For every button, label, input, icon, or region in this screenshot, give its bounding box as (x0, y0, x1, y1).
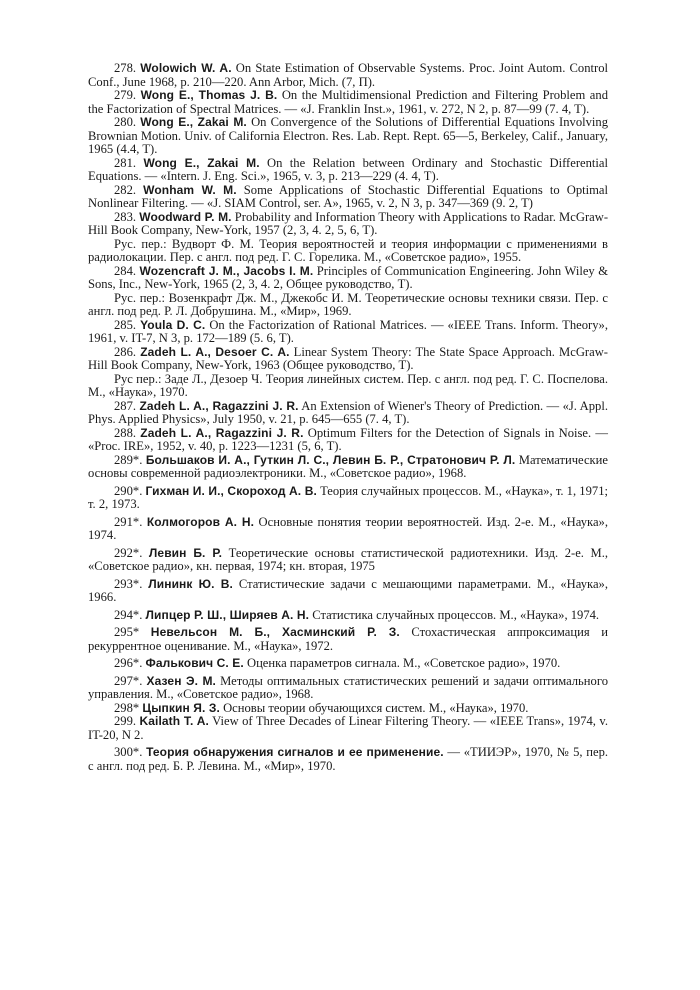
entry-author: Zadeh L. A., Desoer C. A. (140, 344, 290, 359)
entry-text: Probability and Information Theory with Applications to Radar. McGraw-Hill Book Company, New-York, 1957 (2, 3, 4. 2, 5, 6, T). (88, 209, 609, 237)
entry-number: 289*. (114, 452, 143, 467)
entry-number: 293*. (114, 576, 143, 591)
entry-text: Стохастическая аппроксимация и рекуррентное оценивание. М., «Наука», 1972. (88, 625, 608, 653)
entry-text: On the Factorization of Rational Matrices. — «IEEE Trans. Inform. Theory», 1961, v. IT-7, N 3, p. 172—189 (5. 6, T). (88, 317, 608, 345)
entry-author: Левин Б. Р. (148, 545, 223, 560)
entry-text: Some Applications of Stochastic Differential Equations to Optimal Nonlinear Filtering. — «J. SIAM Control, ser. A», 1965, v. 2, N 3, p. 347—369 (9. 2, T) (88, 182, 609, 210)
bib-entry-300 (88, 746, 608, 773)
entry-author: Wonham W. M. (143, 182, 237, 197)
entry-number: 296*. (114, 656, 143, 670)
entry-author: Wong E., Zakai M. (143, 155, 260, 170)
entry-text: Теоретические основы статистической радиотехники. Изд. 2-е. М., «Советское радио», кн. первая, 1974; кн. вторая, 1975 (88, 545, 608, 573)
bib-entry-284 (88, 265, 608, 292)
bib-entry-282 (88, 184, 608, 211)
entry-text: Основные понятия теории вероятностей. Изд. 2-е. М., «Наука», 1974. (88, 514, 608, 542)
bib-entry-293 (88, 578, 608, 605)
entry-author: Гихман И. И., Скороход А. В. (145, 483, 317, 498)
entry-text: On the Relation between Ordinary and Stochastic Differential Equations. — «Intern. J. Eng. Sci.», 1965, v. 3, p. 213—229 (4. 4, T). (88, 155, 608, 183)
entry-text: View of Three Decades of Linear Filtering Theory. — «IEEE Trans», 1974, v. IT-20, N 2. (88, 714, 608, 742)
entry-number: 290*. (114, 483, 143, 498)
entry-author: Wolowich W. A. (140, 61, 232, 75)
entry-text: — «ТИИЭР», 1970, № 5, пер. с англ. под ред. Б. Р. Левина. М., «Мир», 1970. (88, 745, 609, 773)
bib-entry-285 (88, 319, 608, 346)
entry-number: 284. (114, 263, 137, 278)
entry-number: 298* (114, 700, 140, 715)
entry-text: Статистические задачи с мешающими параметрами. М., «Наука», 1966. (88, 576, 608, 604)
bib-entry-290 (88, 485, 608, 512)
russian-translation-note: Рус пер.: Заде Л., Дезоер Ч. Теория линейных систем. Пер. с англ. под ред. Г. С. Поспелова. М., «Наука», 1970. (88, 371, 608, 399)
entry-author: Теория обнаружения сигналов и ее применение. (146, 745, 444, 759)
bib-entry-278 (88, 62, 608, 89)
bib-entry-287 (88, 400, 608, 427)
entry-text: Математические основы современной радиоэлектроники. М., «Советское радио», 1968. (88, 452, 608, 480)
bib-entry-299 (88, 715, 608, 742)
bib-entry-280 (88, 116, 608, 157)
entry-number: 292*. (114, 545, 143, 560)
entry-number: 281. (114, 155, 137, 170)
russian-translation-note: Рус. пер.: Вудворт Ф. М. Теория вероятностей и теория информации с применениями в радиолокации. Пер. с англ. под ред. Г. С. Горелика. М., «Советское радио», 1955. (88, 236, 608, 264)
entry-number: 280. (114, 115, 137, 129)
entry-author: Kailath T. A. (139, 714, 209, 728)
bib-entry-291 (88, 516, 608, 543)
entry-author: Липцер Р. Ш., Ширяев А. Н. (145, 607, 310, 622)
bib-entry-283 (88, 211, 608, 238)
entry-number: 297*. (114, 673, 143, 688)
entry-text: On Convergence of the Solutions of Differential Equations Involving Brownian Motion. Univ. of California Electron. Res. Lab. Rept. Rept. 65—5, Berkeley, Calif., January, 1965 (4.4, T). (88, 115, 608, 156)
entry-number: 294*. (114, 607, 143, 622)
bib-entry-281 (88, 157, 608, 184)
entry-author: Хазен Э. М. (146, 673, 216, 688)
bib-entry-297 (88, 675, 608, 702)
entry-text: On State Estimation of Observable Systems. Proc. Joint Autom. Control Conf., June 1968, p. 210—220. Ann Arbor, Mich. (7, П). (88, 61, 608, 89)
bib-entry-288 (88, 427, 608, 454)
bib-entry-292 (88, 547, 608, 574)
entry-author: Цыпкин Я. З. (142, 700, 220, 715)
entry-number: 286. (114, 344, 137, 359)
entry-number: 278. (114, 61, 137, 75)
bib-entry-289 (88, 454, 608, 481)
entry-author: Фалькович С. Е. (145, 656, 244, 670)
bib-entry-296 (88, 657, 608, 671)
entry-text: Optimum Filters for the Detection of Signals in Noise. — «Proc. IRE», 1952, v. 40, p. 1223—1231 (5, 6, T). (88, 425, 608, 453)
entry-text: Principles of Communication Engineering. John Wiley & Sons, Inc., New-York, 1965 (2, 3, 4. 2, Общее руководство, T). (88, 263, 608, 291)
entry-author: Колмогоров А. Н. (146, 514, 255, 529)
russian-translation-note: Рус. пер.: Возенкрафт Дж. М., Джекобс И. М. Теоретические основы техники связи. Пер. с англ. под ред. Р. Л. Добрушина. М., «Мир», 1969. (88, 290, 608, 318)
entry-text: Основы теории обучающихся систем. М., «Наука», 1970. (219, 700, 529, 715)
bib-entry-295 (88, 626, 608, 653)
entry-text: An Extension of Wiener's Theory of Prediction. — «J. Appl. Phys. Applied Physics», July 1950, v. 21, p. 645—655 (7. 4, T). (88, 398, 608, 426)
entry-number: 285. (114, 317, 137, 332)
entry-author: Youla D. C. (140, 317, 206, 332)
entry-number: 300*. (114, 745, 143, 759)
entry-author: Zadeh L. A., Ragazzini J. R. (139, 398, 299, 413)
entry-number: 282. (114, 182, 137, 197)
entry-number: 291*. (114, 514, 143, 529)
entry-number: 283. (114, 209, 137, 224)
entry-text: Методы оптимальных статистических решений и задачи оптимального управления. М., «Советское радио», 1968. (88, 673, 608, 701)
entry-author: Невельсон М. Б., Хасминский Р. З. (150, 625, 400, 639)
entry-text: Теория случайных процессов. М., «Наука», т. 1, 1971; т. 2, 1973. (88, 483, 608, 511)
entry-author: Лининк Ю. В. (148, 576, 233, 591)
entry-number: 299. (114, 714, 137, 728)
entry-text: On the Multidimensional Prediction and Filtering Problem and the Factorization of Spectral Matrices. — «J. Franklin Inst.», 1961, v. 272, N 2, p. 87—99 (7. 4, T). (88, 88, 608, 116)
entry-author: Woodward P. M. (139, 209, 232, 224)
bib-entry-298 (88, 702, 608, 716)
entry-text: Статистика случайных процессов. М., «Наука», 1974. (309, 607, 600, 622)
entry-author: Wozencraft J. M., Jacobs I. M. (139, 263, 314, 278)
bib-entry-294 (88, 609, 608, 623)
entry-text: Linear System Theory: The State Space Approach. McGraw-Hill Book Company, New-York, 1963 (Общее руководство, T). (88, 344, 608, 372)
bib-entry-279 (88, 89, 608, 116)
entry-number: 287. (114, 398, 137, 413)
entry-author: Zadeh L. A., Ragazzini J. R. (140, 425, 304, 440)
entry-number: 288. (114, 425, 137, 440)
entry-number: 279. (114, 88, 137, 102)
entry-author: Большаков И. А., Гуткин Л. С., Левин Б. Р., Стратонович Р. Л. (145, 452, 516, 467)
entry-text: Оценка параметров сигнала. М., «Советское радио», 1970. (243, 656, 561, 670)
bib-entry-286 (88, 346, 608, 373)
entry-number: 295* (114, 625, 140, 639)
entry-author: Wong E., Thomas J. B. (140, 88, 278, 102)
entry-author: Wong E., Zakai M. (140, 115, 247, 129)
